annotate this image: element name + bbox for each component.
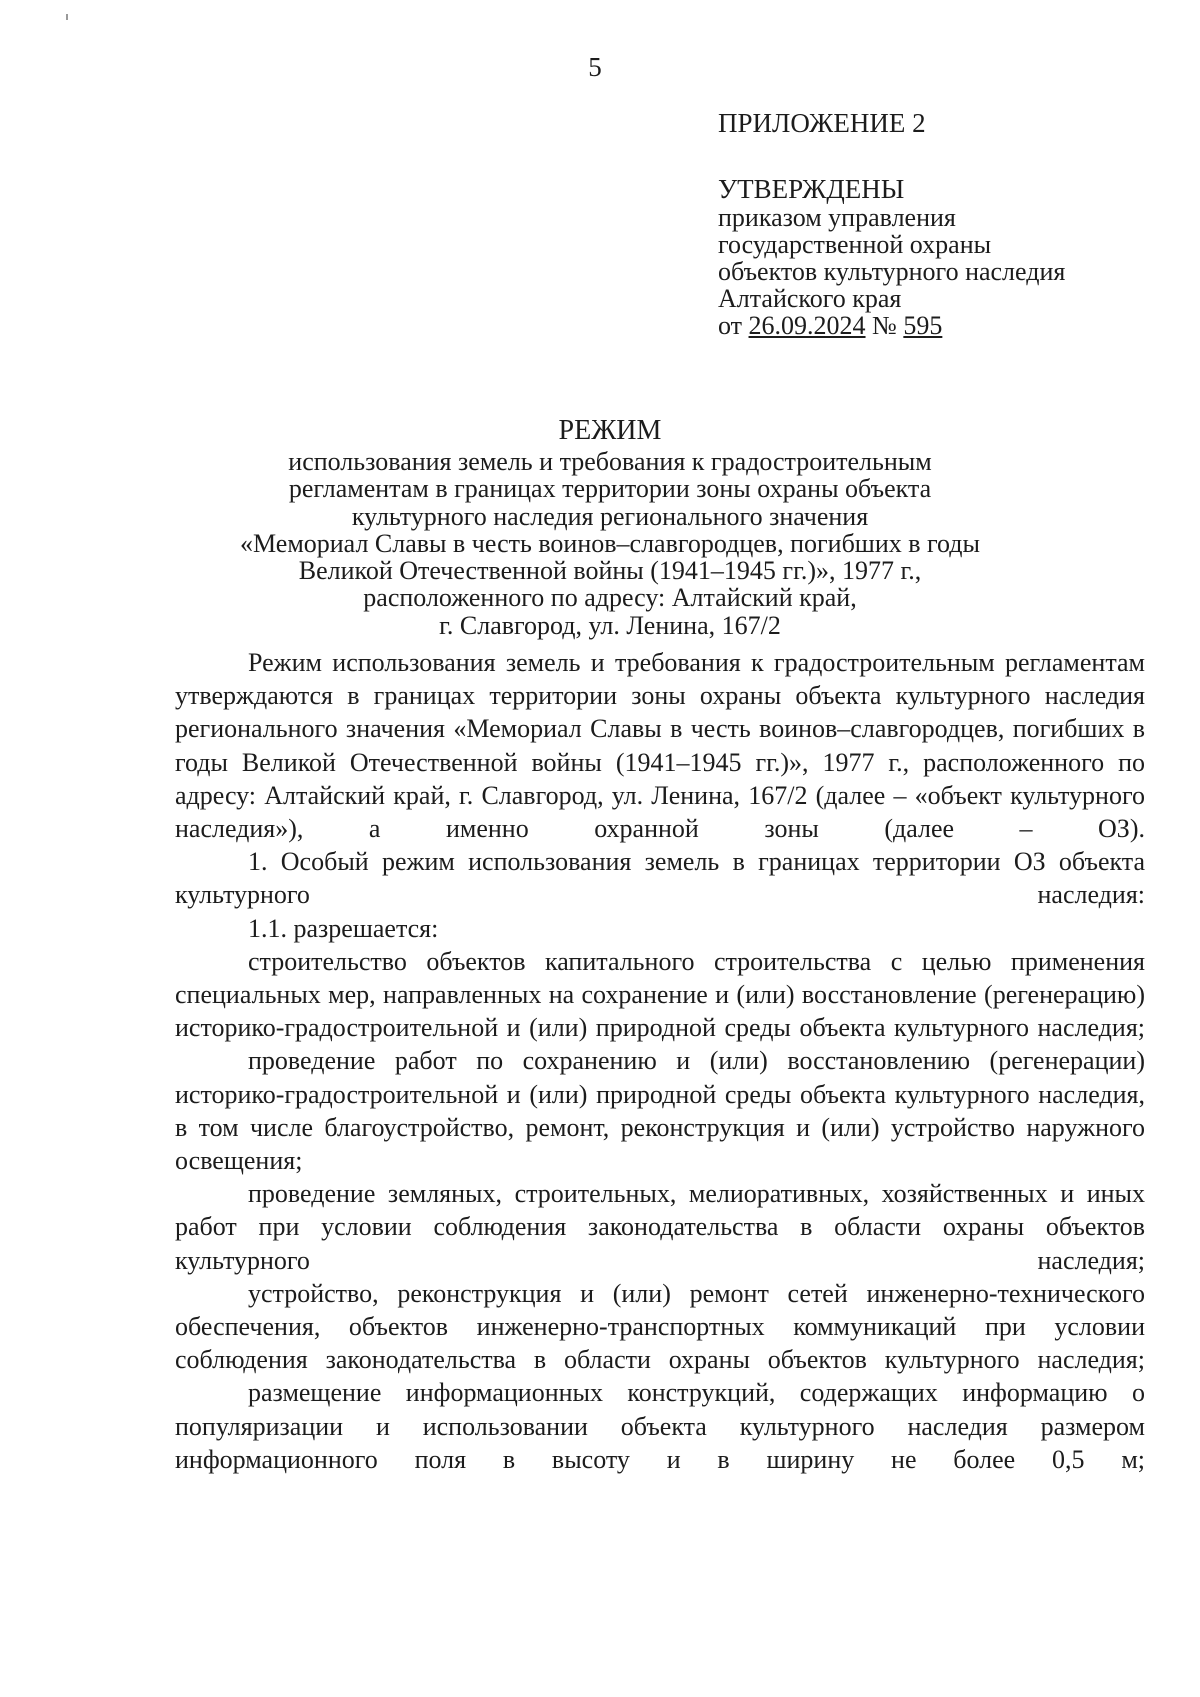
document-title: РЕЖИМ [558, 415, 662, 446]
approval-line: государственной охраны [718, 230, 992, 259]
approval-line: Алтайского края [718, 284, 902, 313]
title-line: г. Славгород, ул. Ленина, 167/2 [439, 610, 781, 640]
title-line: Великой Отечественной войны (1941–1945 гг.)», 1977 г., [298, 556, 922, 586]
section-1-paragraph: 1. Особый режим использования земель в границах территории ОЗ объекта культурного наследия: [175, 847, 1145, 910]
approval-line: приказом управления [718, 203, 956, 232]
title-line: «Мемориал Славы в честь воинов–славгородцев, погибших в годы [240, 528, 980, 558]
page-number: 5 [588, 52, 602, 82]
approval-line: объектов культурного наследия [718, 257, 1066, 286]
approval-block [718, 106, 1158, 339]
order-date: 26.09.2024 [748, 311, 866, 340]
list-item: проведение земляных, строительных, мелиоративных, хозяйственных и иных работ при условии соблюдения законодательства в области охраны объектов культурного наследия; [175, 1179, 1145, 1275]
title-line: культурного наследия регионального значения [351, 501, 869, 531]
title-line: регламентам в границах территории зоны охраны объекта [288, 474, 932, 504]
appendix-label: ПРИЛОЖЕНИЕ 2 [718, 108, 926, 138]
document-body [175, 646, 1145, 1476]
intro-paragraph: Режим использования земель и требования к градостроительным регламентам утверждаются в границах территории зоны охраны объекта культурного наследия регионального значения «Мемориал Славы в честь воинов–славгородцев, погибших в годы Великой Отечественной войны (1941–1945 гг.)», 1977 г., расположенного по адресу: Алтайский край, г. Славгород, ул. Ленина, 167/2 (далее – «объект культурного наследия»), а именно охранной зоны (далее – ОЗ). [175, 648, 1145, 844]
title-line: расположенного по адресу: Алтайский край, [363, 583, 857, 613]
list-item: устройство, реконструкция и (или) ремонт сетей инженерно-технического обеспечения, объектов инженерно-транспортных коммуникаций при условии соблюдения законодательства в области охраны объектов культурного наследия; [175, 1278, 1145, 1375]
scan-speck [66, 14, 68, 20]
order-line [718, 312, 1158, 339]
list-item: проведение работ по сохранению и (или) восстановлению (регенерации) историко-градостроительной и (или) природной среды объекта культурного наследия, в том числе благоустройство, ремонт, реконструкция и (или) устройство наружного освещения; [175, 1046, 1145, 1176]
order-number-sign: № [865, 311, 904, 340]
order-number: 595 [903, 311, 943, 340]
document-title-block [150, 414, 1070, 639]
approved-label: УТВЕРЖДЕНЫ [718, 174, 905, 204]
order-prefix: от [718, 311, 749, 340]
title-line: использования земель и требования к градостроительным [288, 447, 932, 476]
section-1-1-paragraph: 1.1. разрешается: [248, 913, 439, 943]
list-item: строительство объектов капитального строительства с целью применения специальных мер, направленных на сохранение и (или) восстановление (регенерацию) историко-градостроительной и (или) природной среды объекта культурного наследия; [175, 946, 1145, 1043]
list-item: размещение информационных конструкций, содержащих информацию о популяризации и использовании объекта культурного наследия размером информационного поля в высоту и в ширину не более 0,5 м; [175, 1378, 1145, 1474]
